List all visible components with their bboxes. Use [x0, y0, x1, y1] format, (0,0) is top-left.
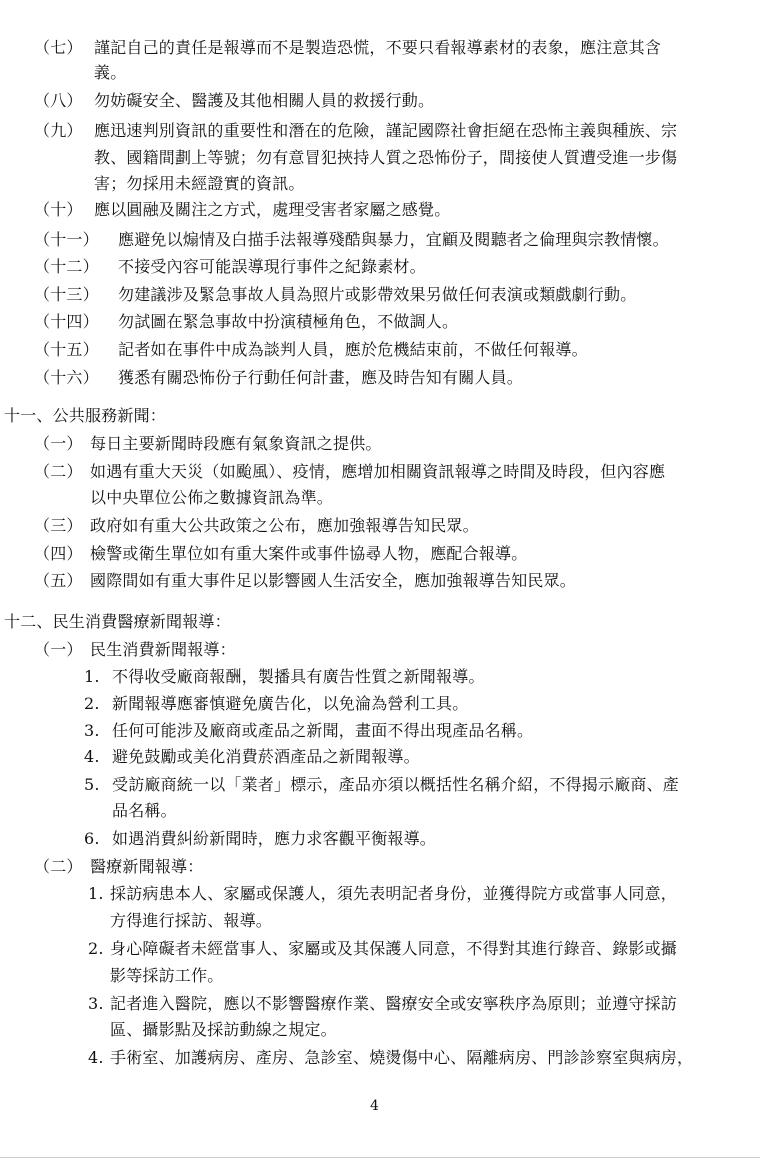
item-number: 3.	[88, 994, 104, 1013]
item-text: 應迅速判別資訊的重要性和潛在的危險，謹記國際社會拒絕在恐怖主義與種族、宗	[94, 121, 678, 140]
item-marker: （十二）	[34, 257, 99, 276]
item-marker: （十一）	[34, 230, 99, 249]
item-text: 勿試圖在緊急事故中扮演積極角色，不做調人。	[118, 312, 459, 331]
item-number: 3.	[84, 721, 100, 740]
item-text: 政府如有重大公共政策之公布，應加強報導告知民眾。	[90, 516, 479, 535]
item-text: 記者如在事件中成為談判人員，應於危機結束前，不做任何報導。	[118, 340, 588, 359]
item-text: 如遇消費糾紛新聞時，應力求客觀平衡報導。	[112, 829, 437, 848]
item-text: 民生消費新聞報導：	[90, 640, 236, 659]
item-number: 4.	[88, 1048, 104, 1067]
item-continuation: 害；勿採用未經證實的資訊。	[94, 174, 305, 193]
item-text: 勿妨礙安全、醫護及其他相關人員的救援行動。	[94, 91, 435, 110]
item-text: 記者進入醫院，應以不影響醫療作業、醫療安全或安寧秩序為原則；並遵守採訪	[110, 994, 678, 1013]
item-marker: （十三）	[34, 285, 99, 304]
section-heading: 十二、民生消費醫療新聞報導：	[4, 612, 231, 631]
item-continuation: 以中央單位公佈之數據資訊為準。	[90, 488, 334, 507]
item-marker: （十五）	[34, 340, 99, 359]
item-text: 避免鼓勵或美化消費菸酒產品之新聞報導。	[112, 747, 420, 766]
item-number: 1.	[84, 667, 100, 686]
item-marker: （八）	[34, 91, 83, 110]
item-text: 每日主要新聞時段應有氣象資訊之提供。	[90, 434, 382, 453]
item-marker: （十四）	[34, 312, 99, 331]
item-marker: （一）	[34, 434, 83, 453]
item-text: 檢警或衛生單位如有重大案件或事件協尋人物，應配合報導。	[90, 544, 528, 563]
item-continuation: 教、國籍間劃上等號；勿有意冒犯挾持人質之恐怖份子，間接使人質遭受進一步傷	[94, 148, 678, 167]
item-continuation: 品名稱。	[112, 801, 177, 820]
item-number: 5.	[84, 775, 100, 794]
item-text: 獲悉有關恐怖份子行動任何計畫，應及時告知有關人員。	[118, 368, 524, 387]
item-text: 不得收受廠商報酬，製播具有廣告性質之新聞報導。	[112, 667, 485, 686]
item-text: 手術室、加護病房、產房、急診室、燒燙傷中心、隔離病房、門診診察室與病房，	[110, 1048, 694, 1067]
item-marker: （二）	[34, 462, 83, 481]
item-number: 2.	[84, 694, 100, 713]
item-text: 國際間如有重大事件足以影響國人生活安全，應加強報導告知民眾。	[90, 571, 577, 590]
item-number: 4.	[84, 747, 100, 766]
item-continuation: 區、攝影點及採訪動線之規定。	[110, 1020, 337, 1039]
item-marker: （二）	[34, 857, 83, 876]
item-number: 2.	[88, 939, 104, 958]
page-number: 4	[370, 1098, 379, 1114]
item-marker: （一）	[34, 640, 83, 659]
item-number: 6.	[84, 829, 100, 848]
item-marker: （七）	[34, 38, 83, 57]
item-marker: （五）	[34, 571, 83, 590]
item-text: 如遇有重大天災（如颱風）、疫情，應增加相關資訊報導之時間及時段，但內容應	[90, 462, 666, 481]
item-text: 勿建議涉及緊急事故人員為照片或影帶效果另做任何表演或類戲劇行動。	[118, 285, 637, 304]
item-text: 採訪病患本人、家屬或保護人，須先表明記者身份，並獲得院方或當事人同意，	[110, 884, 678, 903]
item-text: 應以圓融及關注之方式，處理受害者家屬之感覺。	[94, 200, 451, 219]
item-text: 身心障礙者未經當事人、家屬或及其保護人同意，不得對其進行錄音、錄影或攝	[110, 939, 678, 958]
item-marker: （十）	[34, 200, 83, 219]
item-number: 1.	[88, 884, 104, 903]
item-marker: （三）	[34, 516, 83, 535]
item-continuation: 影等採訪工作。	[110, 966, 224, 985]
item-text: 應避免以煽情及白描手法報導殘酷與暴力，宜顧及閱聽者之倫理與宗教情懷。	[118, 230, 669, 249]
section-heading: 十一、公共服務新聞：	[4, 406, 167, 425]
item-text: 謹記自己的責任是報導而不是製造恐慌，不要只看報導素材的表象，應注意其含	[94, 38, 662, 57]
item-text: 醫療新聞報導：	[90, 857, 204, 876]
item-text: 受訪廠商統一以「業者」標示，產品亦須以概括性名稱介紹，不得揭示廠商、產	[112, 775, 680, 794]
page-bottom-divider	[0, 1157, 760, 1158]
item-marker: （四）	[34, 544, 83, 563]
item-text: 新聞報導應審慎避免廣告化，以免淪為營利工具。	[112, 694, 469, 713]
item-continuation: 方得進行採訪、報導。	[110, 911, 273, 930]
item-continuation: 義。	[94, 63, 127, 82]
item-marker: （十六）	[34, 368, 99, 387]
item-text: 不接受內容可能誤導現行事件之紀錄素材。	[118, 257, 426, 276]
item-marker: （九）	[34, 121, 83, 140]
item-text: 任何可能涉及廠商或產品之新聞，畫面不得出現產品名稱。	[112, 721, 534, 740]
